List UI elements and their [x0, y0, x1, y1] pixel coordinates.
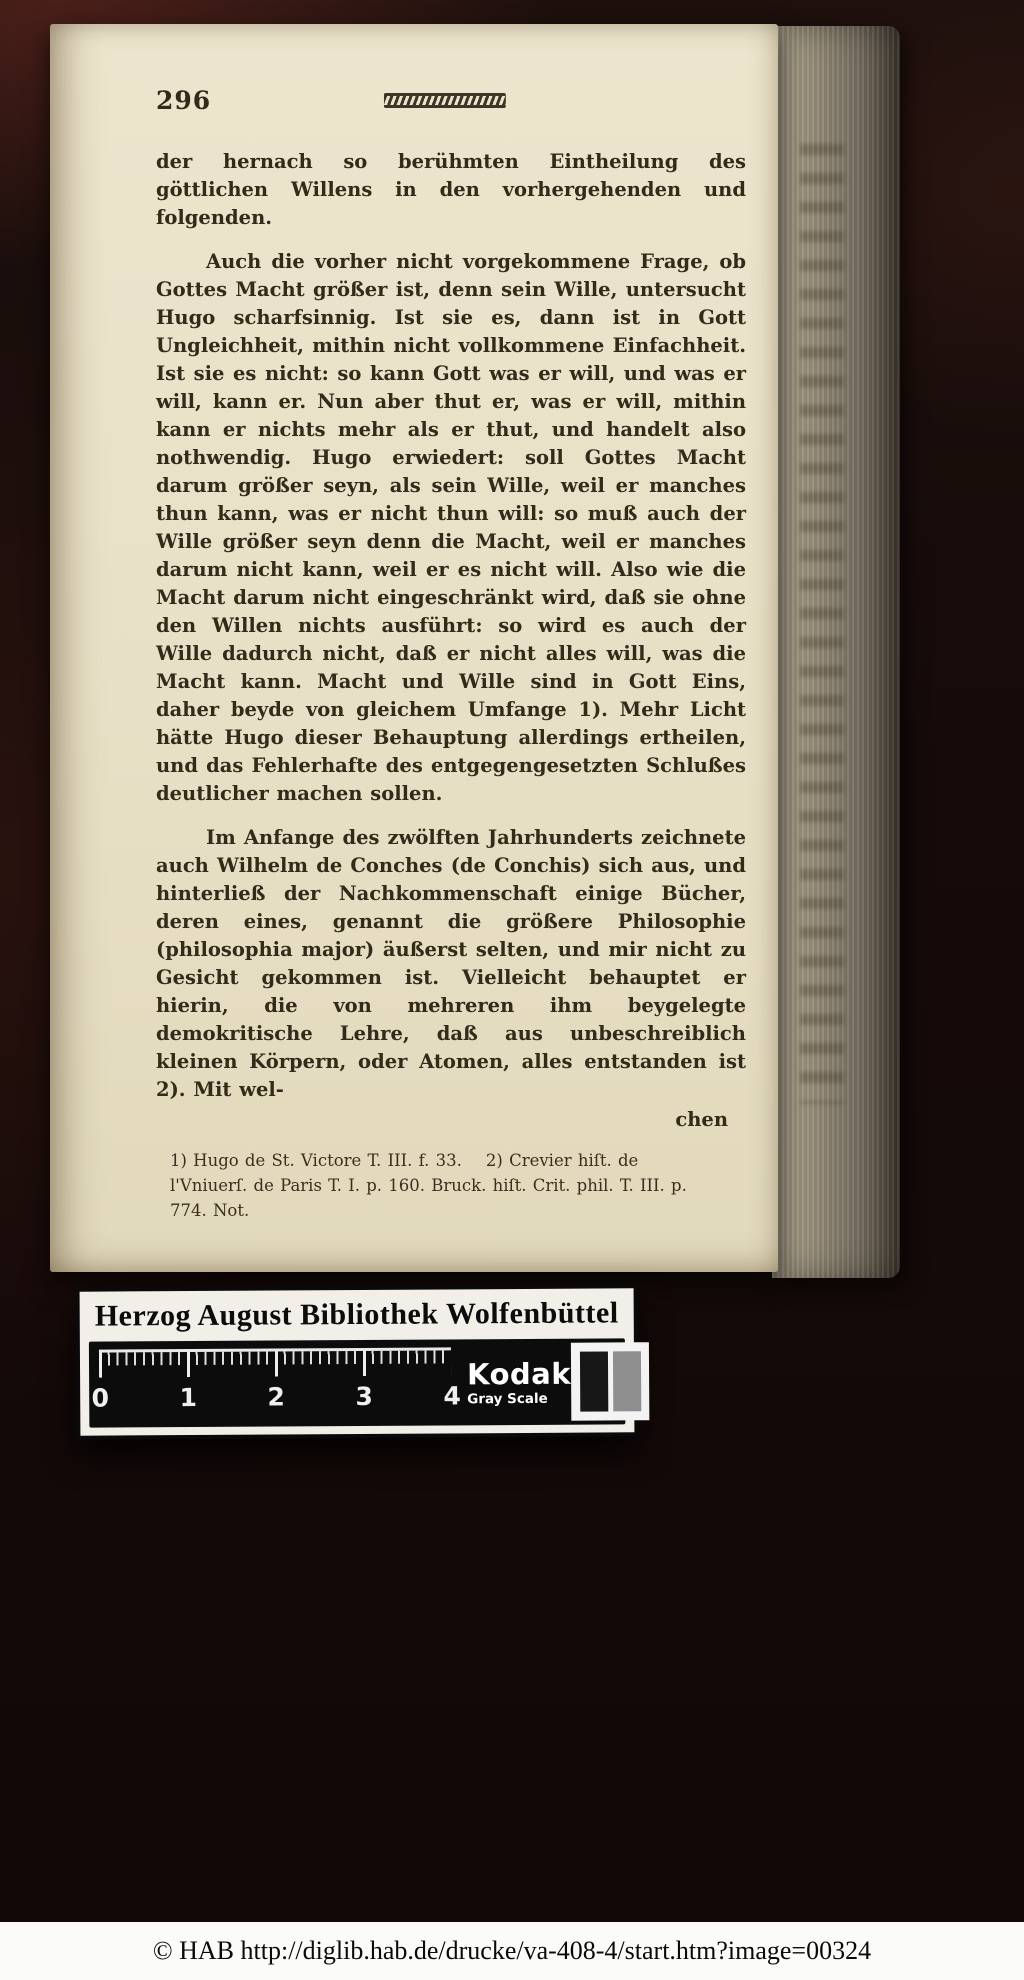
- page-number: 296: [156, 86, 212, 115]
- gray-scale-patches: [571, 1342, 649, 1420]
- ruler-number: 3: [355, 1381, 374, 1412]
- page-header: [156, 86, 746, 122]
- footnotes: [156, 1148, 746, 1223]
- footnote-2: 2) Crevier hiſt. de l'Vniuerſ. de Paris T. I. p. 160. Bruck. hiſt. Crit. phil. T. III. p. 774. Not.: [170, 1151, 687, 1220]
- paragraph: Auch die vorher nicht vorgekommene Frage, ob Gottes Macht größer ist, denn sein Wille, untersucht Hugo scharfsinnig. Ist sie es, dann ist in Gott Ungleichheit, mithin nicht vollkommene Einfachheit. Ist sie es nicht: so kann Gott was er will, und was er will, kann er. Nun aber thut er, was er will, mithin kann er nichts mehr als er thut, und handelt also nothwendig. Hugo erwiedert: soll Gottes Macht darum größer seyn, als sein Wille, weil er manches thun kann, was er nicht thun will: so muß auch der Wille größer seyn denn die Macht, weil er manches darum nicht kann, weil er es nicht will. Also wie die Macht darum nicht eingeschränkt wird, daß sie ohne den Willen nichts ausführt: so wird es auch der Wille dadurch nicht, daß er nicht alles will, was die Macht kann. Macht und Wille sind in Gott Eins, daher beyde von gleichem Umfange 1). Mehr Licht hätte Hugo dieser Behauptung allerdings ertheilen, und das Fehlerhafte des entgegengesetzten Schlußes deutlicher machen sollen.: [156, 250, 746, 805]
- gray-scale-label: Gray Scale: [467, 1390, 548, 1408]
- kodak-brand: [467, 1357, 571, 1408]
- page-edge-marks: [800, 144, 844, 1104]
- ruler-scale: [91, 1345, 462, 1421]
- paragraph: der hernach so berühmten Eintheilung des göttlichen Willens in den vorhergehenden und folgenden.: [156, 150, 746, 229]
- gray-patch-mid: [612, 1351, 640, 1411]
- body-text: [156, 148, 746, 1223]
- ruler-number: 4: [443, 1381, 462, 1411]
- label-black-strip: [89, 1338, 626, 1427]
- ruler-number: 2: [267, 1382, 286, 1412]
- scanned-page: [50, 24, 778, 1272]
- library-label: [76, 1284, 639, 1439]
- catchword: chen: [675, 1108, 728, 1131]
- label-title: Herzog August Bibliothek Wolfenbüttel: [94, 1296, 619, 1333]
- ruler-number: 1: [179, 1382, 198, 1413]
- caption-bar: [0, 1922, 1024, 1980]
- header-ornament: [384, 93, 506, 108]
- paragraph: Im Anfange des zwölften Jahrhunderts zeichnete auch Wilhelm de Conches (de Conchis) sich aus, und hinterließ der Nachkommenschaft einige Bücher, deren eines, genannt die größere Philosophie (philosophia major) äußerst selten, und mir nicht zu Gesicht gekommen ist. Vielleicht behauptet er hierin, die von mehreren ihm beygelegte demokritische Lehre, daß aus unbeschreiblich kleinen Körpern, oder Atomen, alles entstanden ist 2). Mit wel-: [156, 826, 746, 1101]
- kodak-wordmark: Kodak: [466, 1356, 572, 1392]
- gray-patch-dark: [579, 1351, 607, 1411]
- page-surface: [50, 24, 778, 1272]
- copyright-caption: © HAB http://diglib.hab.de/drucke/va-408-4/start.htm?image=00324: [152, 1936, 872, 1965]
- ruler-ticks-cm: [99, 1350, 451, 1377]
- ruler-number: 0: [91, 1383, 110, 1413]
- footnote-1: 1) Hugo de St. Victore T. III. f. 33.: [170, 1151, 462, 1170]
- book-fore-edge: [772, 26, 900, 1278]
